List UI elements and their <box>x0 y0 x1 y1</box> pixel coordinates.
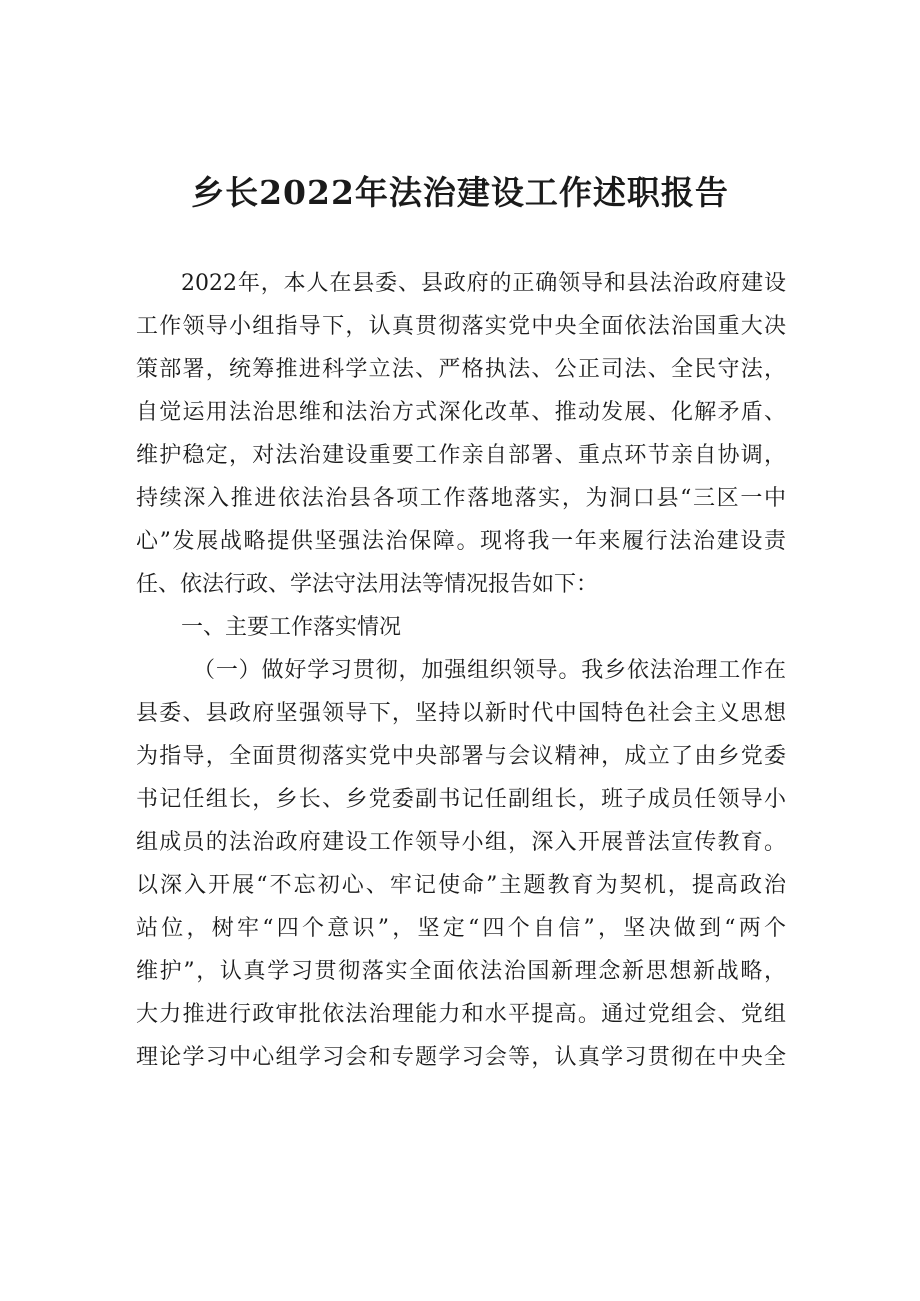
paragraph-line: 工作领导小组指导下，认真贯彻落实党中央全面依法治国重大决 <box>136 314 786 339</box>
paragraph-line: 策部署，统筹推进科学立法、严格执法、公正司法、全民守法， <box>136 357 786 382</box>
paragraph-line: 持续深入推进依法治县各项工作落地落实，为洞口县“三区一中 <box>136 486 786 511</box>
paragraph-line: 站位，树牢“四个意识”，坚定“四个自信”，坚决做到“两个 <box>136 916 786 941</box>
paragraph-line: 心”发展战略提供坚强法治保障。现将我一年来履行法治建设责 <box>136 529 786 554</box>
paragraph-line: 维护”，认真学习贯彻落实全面依法治国新理念新思想新战略， <box>136 959 786 984</box>
paragraph-line: 为指导，全面贯彻落实党中央部署与会议精神，成立了由乡党委 <box>136 744 786 769</box>
paragraph-line: 维护稳定，对法治建设重要工作亲自部署、重点环节亲自协调， <box>136 443 786 468</box>
paragraph-line: 自觉运用法治思维和法治方式深化改革、推动发展、化解矛盾、 <box>136 400 786 425</box>
paragraph-line: 县委、县政府坚强领导下，坚持以新时代中国特色社会主义思想 <box>136 701 786 726</box>
paragraph-line: （一）做好学习贯彻，加强组织领导。我乡依法治理工作在 <box>193 658 786 683</box>
paragraph-line: 任、依法行政、学法守法用法等情况报告如下： <box>136 572 599 597</box>
section-heading: 一、主要工作落实情况 <box>181 615 402 640</box>
paragraph-line: 大力推进行政审批依法治理能力和水平提高。通过党组会、党组 <box>136 1002 786 1027</box>
paragraph-line: 以深入开展“不忘初心、牢记使命”主题教育为契机，提高政治 <box>136 873 786 898</box>
paragraph-line: 书记任组长，乡长、乡党委副书记任副组长，班子成员任领导小 <box>136 787 786 812</box>
document-title: 乡长2022年法治建设工作述职报告 <box>191 173 729 212</box>
paragraph-line: 2022年，本人在县委、县政府的正确领导和县法治政府建设 <box>181 271 786 296</box>
paragraph-line: 理论学习中心组学习会和专题学习会等，认真学习贯彻在中央全 <box>136 1045 786 1070</box>
paragraph-line: 组成员的法治政府建设工作领导小组，深入开展普法宣传教育。 <box>136 830 786 855</box>
